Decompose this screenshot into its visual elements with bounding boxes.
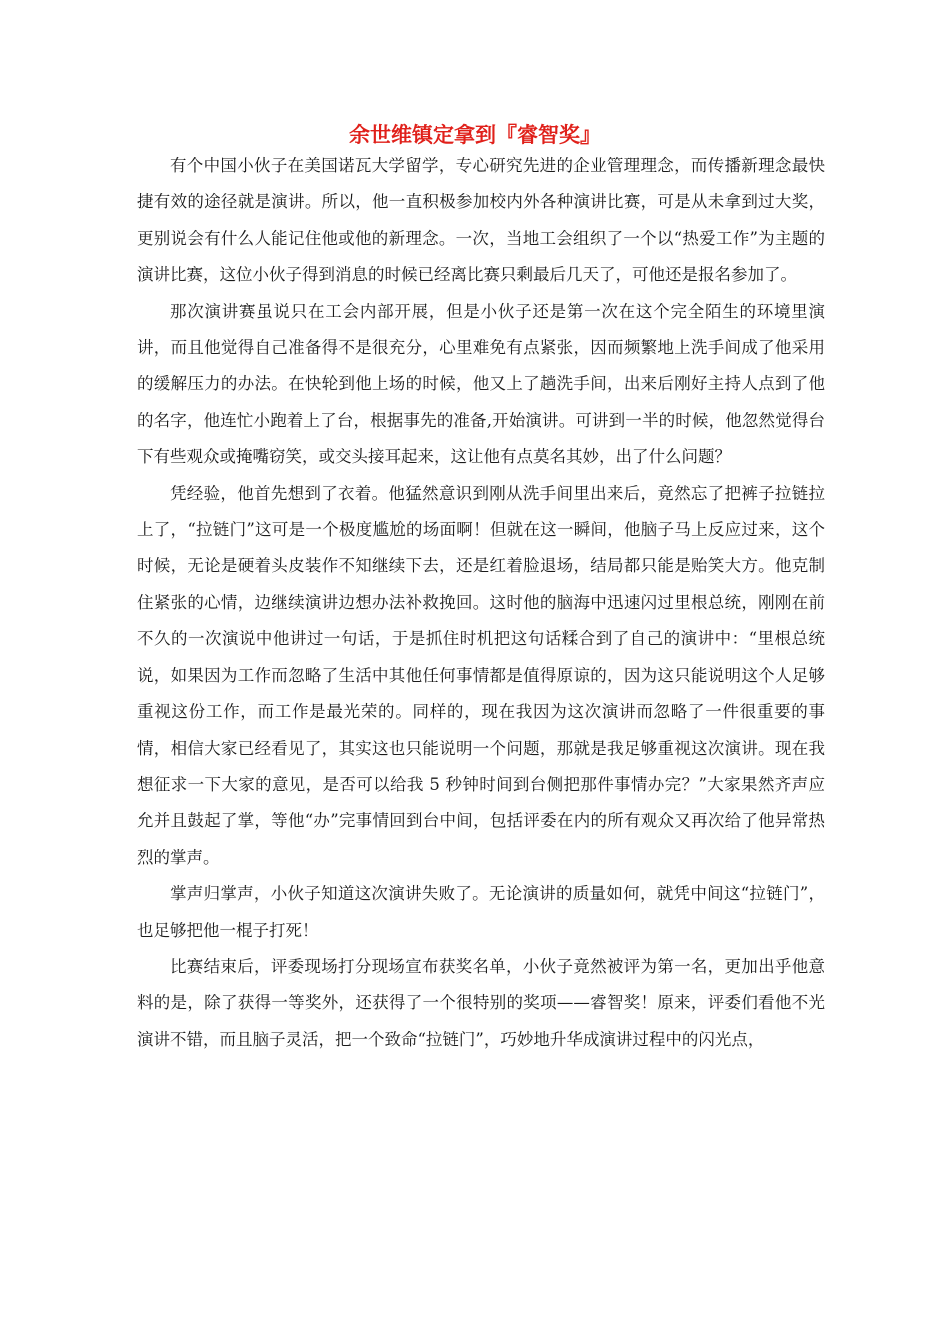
document-body	[137, 148, 825, 1058]
paragraph-4: 掌声归掌声，小伙子知道这次演讲失败了。无论演讲的质量如何，就凭中间这“拉链门”，也足够把他一棍子打死！	[137, 884, 825, 940]
paragraph-2: 那次演讲赛虽说只在工会内部开展，但是小伙子还是第一次在这个完全陌生的环境里演讲，而且他觉得自己准备得不是很充分，心里难免有点紧张，因而频繁地上洗手间成了他采用的缓解压力的办法。在快轮到他上场的时候，他又上了趟洗手间，出来后刚好主持人点到了他的名字，他连忙小跑着上了台，根据事先的准备,开始演讲。可讲到一半的时候，他忽然觉得台下有些观众或掩嘴窃笑，或交头接耳起来，这让他有点莫名其妙，出了什么问题？	[137, 301, 825, 467]
paragraph-3: 凭经验，他首先想到了衣着。他猛然意识到刚从洗手间里出来后，竟然忘了把裤子拉链拉上了，“拉链门”这可是一个极度尴尬的场面啊！但就在这一瞬间，他脑子马上反应过来，这个时候，无论是硬着头皮装作不知继续下去，还是红着脸退场，结局都只能是贻笑大方。他克制住紧张的心情，边继续演讲边想办法补救挽回。这时他的脑海中迅速闪过里根总统，刚刚在前不久的一次演说中他讲过一句话，于是抓住时机把这句话糅合到了自己的演讲中：“里根总统说，如果因为工作而忽略了生活中其他任何事情都是值得原谅的，因为这只能说明这个人足够重视这份工作，而工作是最光荣的。同样的，现在我因为这次演讲而忽略了一件很重要的事情，相信大家已经看见了，其实这也只能说明一个问题，那就是我足够重视这次演讲。现在我想征求一下大家的意见，是否可以给我 5 秒钟时间到台侧把那件事情办完？”大家果然齐声应允并且鼓起了掌，等他“办”完事情回到台中间，包括评委在内的所有观众又再次给了他异常热烈的掌声。	[137, 483, 825, 867]
paragraph-1: 有个中国小伙子在美国诺瓦大学留学，专心研究先进的企业管理理念，而传播新理念最快捷有效的途径就是演讲。所以，他一直积极参加校内外各种演讲比赛，可是从未拿到过大奖，更别说会有什么人能记住他或他的新理念。一次，当地工会组织了一个以“热爱工作”为主题的演讲比赛，这位小伙子得到消息的时候已经离比赛只剩最后几天了，可他还是报名参加了。	[137, 156, 825, 285]
document-title: 余世维镇定拿到『睿智奖』	[349, 123, 601, 147]
paragraph-5: 比赛结束后，评委现场打分现场宣布获奖名单，小伙子竟然被评为第一名，更加出乎他意料的是，除了获得一等奖外，还获得了一个很特别的奖项——睿智奖！原来，评委们看他不光演讲不错，而且脑子灵活，把一个致命“拉链门”，巧妙地升华成演讲过程中的闪光点，	[137, 956, 825, 1049]
